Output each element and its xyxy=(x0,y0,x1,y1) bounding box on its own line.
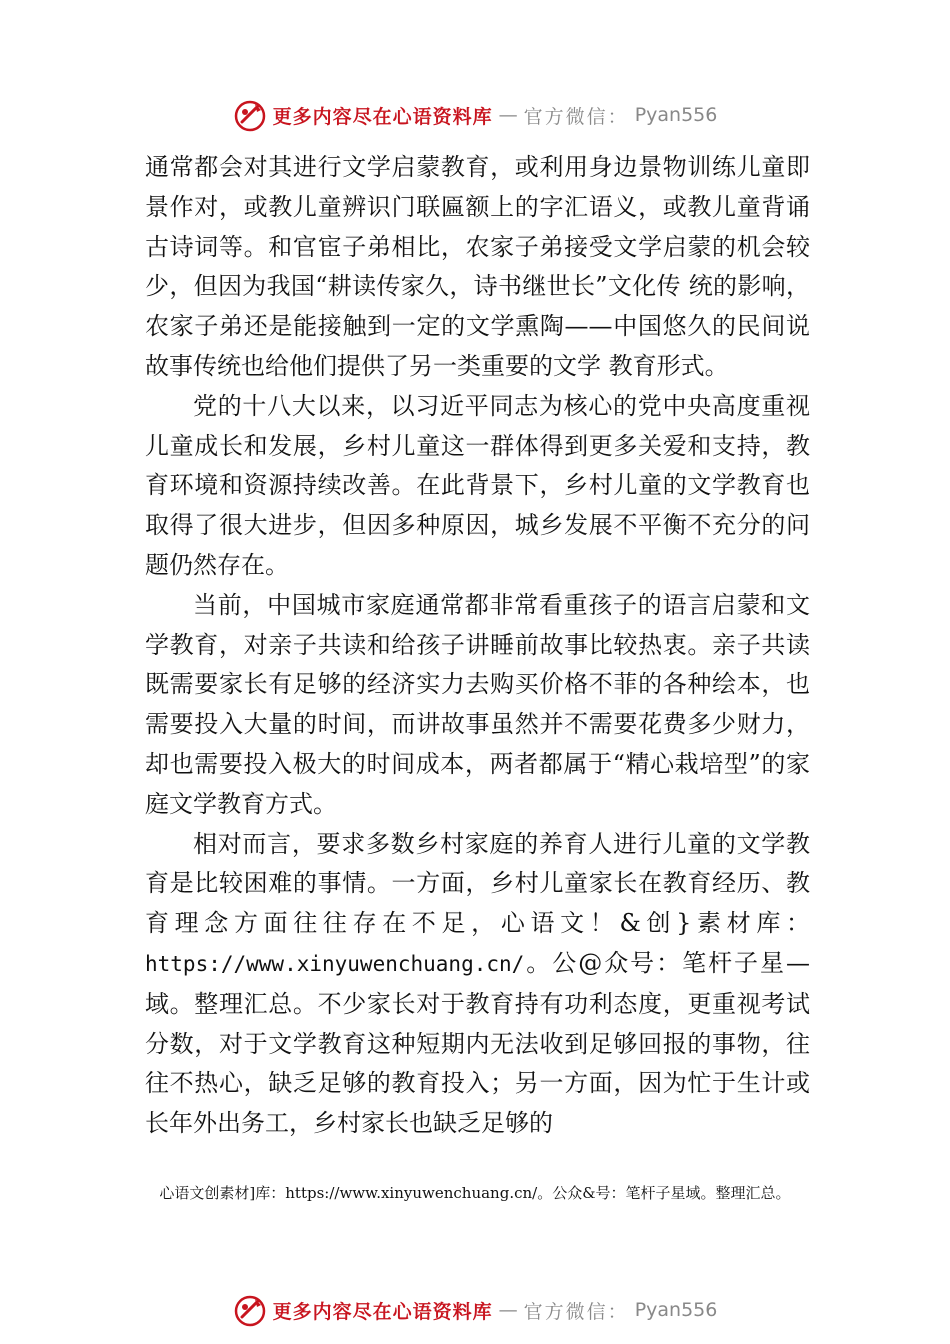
wechat-account: Pyan556 xyxy=(634,104,718,126)
brand-text: 更多内容尽在心语资料库 xyxy=(272,1300,493,1323)
paragraph: 党的十八大以来，以习近平同志为核心的党中央高度重视儿童成长和发展，乡村儿童这一群体得到更多关爱和支持，教育环境和资源持续改善。在此背景下，乡村儿童的文学教育也取得了很大进步，但因多种原因，城乡发展不平衡不充分的问题仍然存在。 xyxy=(145,391,810,579)
brand-logo-icon xyxy=(233,1293,267,1327)
paragraph-text: 。公@众号：笔杆子星—域。整理汇总。不少家长对于教育持有功利态度，更重视考试分数，对于文学教育这种短期内无法收到足够回报的事物，往往不热心，缺乏足够的教育投入；另一方面，因为忙于生计或长年外出务工，乡村家长也缺乏足够的 xyxy=(145,948,810,1138)
paragraph: 当前，中国城市家庭通常都非常看重孩子的语言启蒙和文学教育，对亲子共读和给孩子讲睡前故事比较热衷。亲子共读既需要家长有足够的经济实力去购买价格不菲的各种绘本，也需要投入大量的时间，而讲故事虽然并不需要花费多少财力，却也需要投入极大的时间成本，两者都属于“精心栽培型”的家庭文学教育方式。 xyxy=(145,590,810,818)
banner-separator: — xyxy=(498,1299,518,1321)
wechat-account: Pyan556 xyxy=(634,1299,718,1321)
article-body xyxy=(145,148,810,1144)
footnote: 心语文创素材]库：https://www.xinyuwenchuang.cn/。公众&号：笔杆子星域。整理汇总。 xyxy=(159,1184,791,1202)
wechat-label: 官方微信： xyxy=(523,105,629,128)
wechat-label: 官方微信： xyxy=(523,1300,629,1323)
source-url: https://www.xinyuwenchuang.cn/ xyxy=(145,951,525,976)
paragraph xyxy=(145,825,810,1144)
brand-logo-icon xyxy=(233,98,267,132)
banner-separator: — xyxy=(498,104,518,126)
header-banner xyxy=(0,95,950,135)
paragraph: 通常都会对其进行文学启蒙教育，或利用身边景物训练儿童即景作对，或教儿童辨识门联匾额上的字汇语义，或教儿童背诵古诗词等。和官宦子弟相比，农家子弟接受文学启蒙的机会较少，但因为我国“耕读传家久，诗书继世长”文化传 统的影响，农家子弟还是能接触到一定的文学熏陶——中国悠久的民间说故事传统也给他们提供了另一类重要的文学 教育形式。 xyxy=(145,153,810,380)
brand-text: 更多内容尽在心语资料库 xyxy=(272,105,493,128)
paragraph-text: 相对而言，要求多数乡村家庭的养育人进行儿童的文学教育是比较困难的事情。一方面，乡村儿童家长在教育经历、教育理念方面往往存在不足，心语文！&创}素材库： xyxy=(145,829,810,938)
footer-banner xyxy=(0,1290,950,1330)
